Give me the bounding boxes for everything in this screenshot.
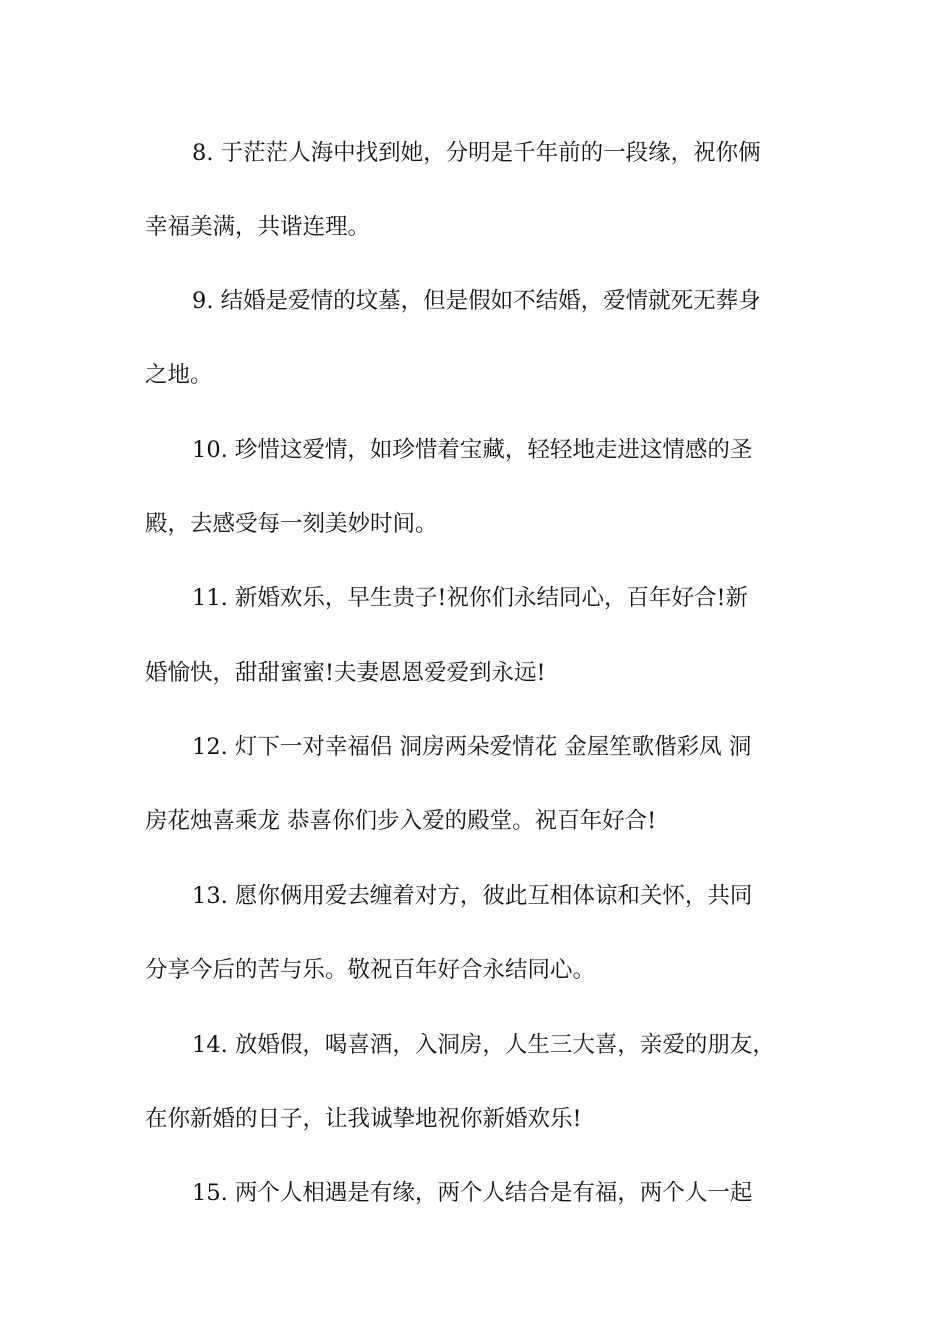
paragraph-14-line-1: 14. 放婚假，喝喜酒，入洞房，人生三大喜，亲爱的朋友， (192, 1032, 775, 1058)
paragraph-8-line-2: 幸福美满，共谐连理。 (145, 214, 371, 240)
paragraph-13-line-1: 13. 愿你俩用爱去缠着对方，彼此互相体谅和关怀，共同 (192, 883, 753, 909)
paragraph-11-line-2: 婚愉快，甜甜蜜蜜!夫妻恩恩爱爱到永远! (145, 660, 546, 686)
paragraph-12-line-2: 房花烛喜乘龙 恭喜你们步入爱的殿堂。祝百年好合! (145, 808, 657, 834)
paragraph-15-line-1: 15. 两个人相遇是有缘，两个人结合是有福，两个人一起 (192, 1180, 753, 1206)
paragraph-13-line-2: 分享今后的苦与乐。敬祝百年好合永结同心。 (145, 957, 596, 983)
paragraph-9-line-2: 之地。 (145, 362, 213, 388)
paragraph-11-line-1: 11. 新婚欢乐，早生贵子!祝你们永结同心，百年好合!新 (192, 585, 749, 611)
paragraph-10-line-1: 10. 珍惜这爱情，如珍惜着宝藏，轻轻地走进这情感的圣 (192, 437, 753, 463)
paragraph-9-line-1: 9. 结婚是爱情的坟墓，但是假如不结婚，爱情就死无葬身 (192, 288, 761, 314)
paragraph-14-line-2: 在你新婚的日子，让我诚挚地祝你新婚欢乐! (145, 1106, 582, 1132)
paragraph-10-line-2: 殿，去感受每一刻美妙时间。 (145, 511, 438, 537)
paragraph-12-line-1: 12. 灯下一对幸福侣 洞房两朵爱情花 金屋笙歌偕彩凤 洞 (192, 734, 752, 760)
paragraph-8-line-1: 8. 于茫茫人海中找到她，分明是千年前的一段缘，祝你俩 (192, 140, 761, 166)
